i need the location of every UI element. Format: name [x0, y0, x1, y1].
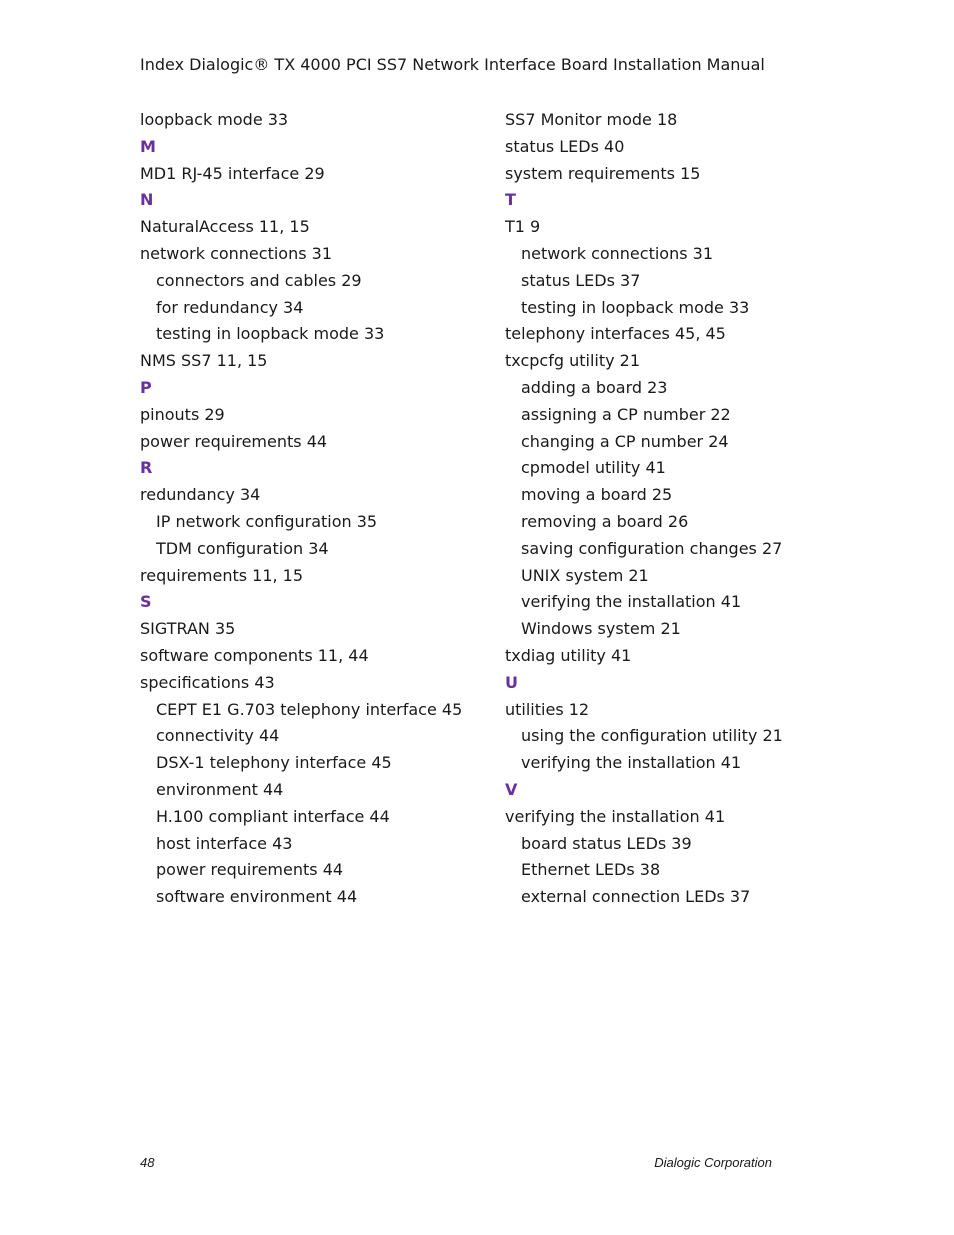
index-subentry: network connections 31 — [521, 243, 713, 263]
index-letter-heading: N — [140, 190, 154, 210]
page-number: 48 — [140, 1155, 155, 1170]
index-letter-heading: M — [140, 136, 156, 156]
index-subentry: host interface 43 — [156, 833, 293, 853]
index-subentry: for redundancy 34 — [156, 297, 304, 317]
index-entry: software components 11, 44 — [140, 645, 369, 665]
index-subentry: software environment 44 — [156, 887, 358, 907]
index-entry: specifications 43 — [140, 672, 275, 692]
index-entry: redundancy 34 — [140, 485, 261, 505]
index-subentry: adding a board 23 — [521, 377, 668, 397]
index-entry: SIGTRAN 35 — [140, 619, 236, 639]
index-letter-heading: U — [505, 672, 518, 692]
index-entry: telephony interfaces 45, 45 — [505, 324, 726, 344]
index-letter-heading: T — [505, 190, 516, 210]
index-subentry: CEPT E1 G.703 telephony interface 45 — [156, 699, 463, 719]
index-subentry: cpmodel utility 41 — [521, 458, 666, 478]
index-entry: loopback mode 33 — [140, 110, 289, 129]
index-entry: MD1 RJ-45 interface 29 — [140, 163, 325, 183]
index-subentry: IP network configuration 35 — [156, 511, 378, 531]
index-subentry: changing a CP number 24 — [521, 431, 729, 451]
footer-company: Dialogic Corporation — [654, 1155, 772, 1170]
index-subentry: UNIX system 21 — [521, 565, 649, 585]
index-subentry: power requirements 44 — [156, 860, 344, 880]
index-subentry: H.100 compliant interface 44 — [156, 806, 390, 826]
index-subentry: status LEDs 37 — [521, 270, 641, 290]
index-subentry: saving configuration changes 27 — [521, 538, 783, 558]
index-entry: txdiag utility 41 — [505, 645, 632, 665]
index-entry: network connections 31 — [140, 243, 332, 263]
index-subentry: verifying the installation 41 — [521, 753, 742, 773]
index-entry: T1 9 — [505, 217, 541, 237]
index-letter-heading: V — [505, 779, 518, 799]
index-entry: requirements 11, 15 — [140, 565, 304, 585]
index-letter-heading: S — [140, 592, 152, 612]
index-subentry: connectors and cables 29 — [156, 270, 362, 290]
index-entry: SS7 Monitor mode 18 — [505, 110, 678, 129]
index-subentry: moving a board 25 — [521, 485, 673, 505]
index-entry: txcpcfg utility 21 — [505, 351, 641, 371]
index-subentry: Ethernet LEDs 38 — [521, 860, 661, 880]
index-entry: utilities 12 — [505, 699, 590, 719]
index-column-left — [140, 110, 480, 914]
index-entry: power requirements 44 — [140, 431, 328, 451]
index-subentry: testing in loopback mode 33 — [156, 324, 385, 344]
index-entry: NMS SS7 11, 15 — [140, 351, 268, 371]
index-subentry: environment 44 — [156, 779, 284, 799]
index-subentry: connectivity 44 — [156, 726, 280, 746]
index-subentry: Windows system 21 — [521, 619, 681, 639]
index-subentry: using the configuration utility 21 — [521, 726, 783, 746]
index-subentry: assigning a CP number 22 — [521, 404, 731, 424]
index-entry: pinouts 29 — [140, 404, 225, 424]
index-entry: verifying the installation 41 — [505, 806, 726, 826]
index-entry: NaturalAccess 11, 15 — [140, 217, 310, 237]
index-subentry: verifying the installation 41 — [521, 592, 742, 612]
index-letter-heading: P — [140, 377, 152, 397]
index-subentry: board status LEDs 39 — [521, 833, 692, 853]
running-header: Index Dialogic® TX 4000 PCI SS7 Network Interface Board Installation Manual — [140, 55, 765, 74]
index-subentry: testing in loopback mode 33 — [521, 297, 750, 317]
index-subentry: external connection LEDs 37 — [521, 887, 751, 907]
index-subentry: TDM configuration 34 — [156, 538, 329, 558]
index-subentry: removing a board 26 — [521, 511, 689, 531]
index-column-right — [505, 110, 805, 914]
index-entry: status LEDs 40 — [505, 136, 625, 156]
index-subentry: DSX-1 telephony interface 45 — [156, 753, 392, 773]
index-letter-heading: R — [140, 458, 153, 478]
index-entry: system requirements 15 — [505, 163, 701, 183]
